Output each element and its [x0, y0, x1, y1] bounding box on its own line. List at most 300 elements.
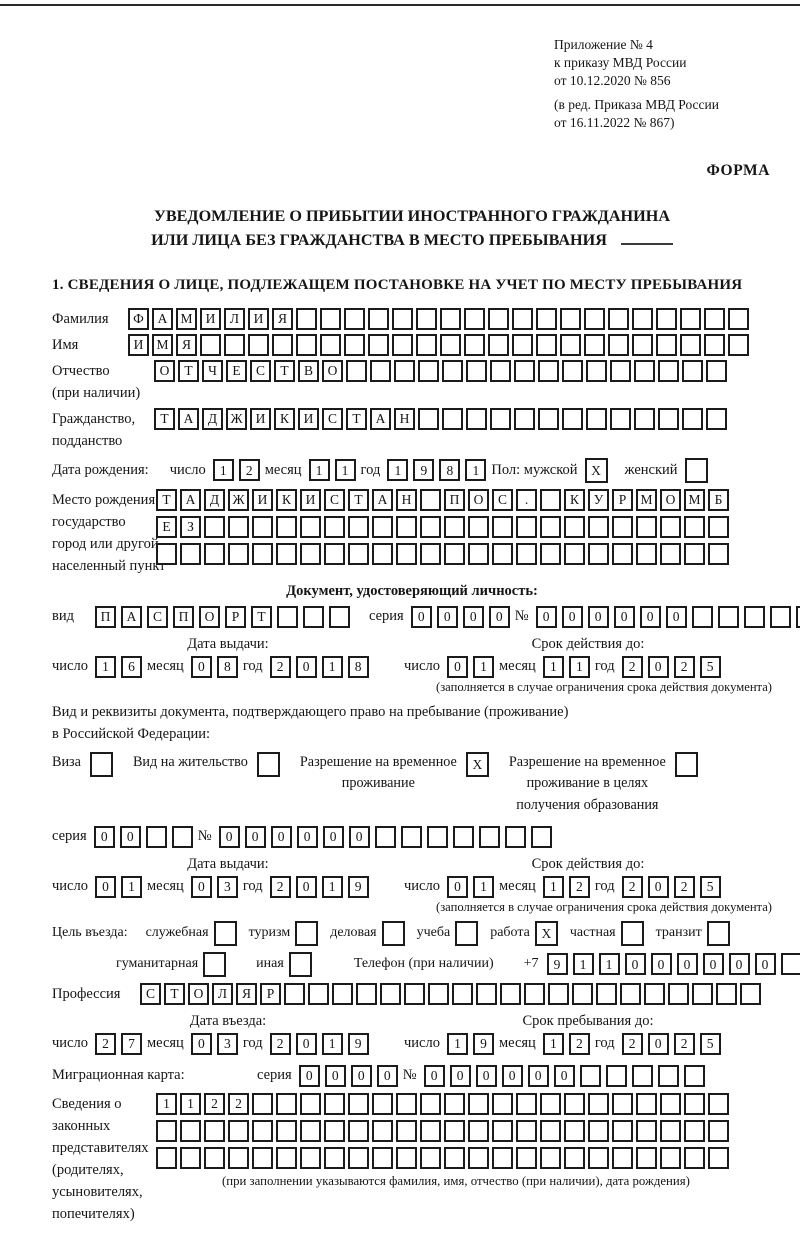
permit-number-cell — [453, 826, 474, 848]
representative-cell — [564, 1120, 585, 1142]
phone-cell: 0 — [729, 953, 750, 975]
profession-cell: Л — [212, 983, 233, 1005]
firstname-cell — [392, 334, 413, 356]
firstname-label: Имя — [52, 336, 79, 353]
surname-cell — [320, 308, 341, 330]
purpose-business: деловая — [330, 921, 407, 946]
representative-cell — [420, 1147, 441, 1169]
birthplace-cell: З — [180, 516, 201, 538]
official-checkbox-cell — [214, 921, 237, 946]
citizenship-cell — [682, 408, 703, 430]
representative-cell — [348, 1147, 369, 1169]
citizenship-label: Гражданство, подданство — [52, 410, 136, 449]
profession-cell — [356, 983, 377, 1005]
birthplace-cell — [204, 543, 225, 565]
birthplace-cell: М — [684, 489, 705, 511]
id-issue-day-cells — [95, 656, 147, 678]
birthplace-cell — [684, 516, 705, 538]
doc-type-cell: Т — [251, 606, 272, 628]
profession-cell: Р — [260, 983, 281, 1005]
birthplace-cell — [204, 516, 225, 538]
profession-cell — [308, 983, 329, 1005]
firstname-row — [52, 334, 772, 356]
profession-cell — [644, 983, 665, 1005]
migcard-number-label: № — [402, 1067, 417, 1084]
representative-cell — [156, 1147, 177, 1169]
profession-cells — [140, 983, 764, 1005]
entry-day-cell: 7 — [121, 1033, 142, 1055]
citizenship-cell: А — [370, 408, 391, 430]
citizenship-cell: С — [322, 408, 343, 430]
birthplace-cell — [708, 543, 729, 565]
birthplace-cell — [540, 489, 561, 511]
surname-cell — [440, 308, 461, 330]
work-checkbox-cell: X — [535, 921, 558, 946]
representative-cell — [444, 1093, 465, 1115]
tourism-checkbox-cell — [295, 921, 318, 946]
citizenship-cell — [538, 408, 559, 430]
purpose-label: Цель въезда: — [52, 925, 128, 941]
patronymic-cell — [418, 360, 439, 382]
revision-block — [554, 96, 772, 132]
representative-cell: 1 — [156, 1093, 177, 1115]
permit-series-label: серия — [52, 828, 87, 845]
stay-year-cell: 2 — [674, 1033, 695, 1055]
permit-series-row — [52, 826, 772, 848]
permit-issue-day-cell: 1 — [121, 876, 142, 898]
patronymic-cell — [586, 360, 607, 382]
citizenship-cell: Н — [394, 408, 415, 430]
representative-cell — [588, 1147, 609, 1169]
id-expiry-day-cell: 1 — [473, 656, 494, 678]
surname-cell — [728, 308, 749, 330]
doc-number-cell: 0 — [666, 606, 687, 628]
profession-label: Профессия — [52, 985, 121, 1002]
entry-month-cell: 0 — [191, 1033, 212, 1055]
representative-cell — [540, 1120, 561, 1142]
entry-year-cells — [270, 1033, 374, 1055]
permit-number-cell — [427, 826, 448, 848]
representative-cell — [300, 1147, 321, 1169]
representative-cell — [612, 1093, 633, 1115]
id-issue-year-cell: 2 — [270, 656, 291, 678]
representative-cell — [204, 1120, 225, 1142]
representative-cell — [468, 1093, 489, 1115]
representative-cell — [396, 1147, 417, 1169]
birthplace-row — [52, 489, 772, 577]
representative-cell: 1 — [180, 1093, 201, 1115]
doc-type-cell: С — [147, 606, 168, 628]
id-expiry-day-cells — [447, 656, 499, 678]
representative-cell — [420, 1093, 441, 1115]
representatives-cells-row1 — [156, 1093, 732, 1115]
citizenship-cell — [610, 408, 631, 430]
representative-cell — [684, 1093, 705, 1115]
profession-cell — [476, 983, 497, 1005]
permit-issue-year-cell: 9 — [348, 876, 369, 898]
firstname-cell — [728, 334, 749, 356]
doc-series-label: серия — [368, 608, 404, 625]
representative-cell — [612, 1120, 633, 1142]
birthplace-cell: К — [276, 489, 297, 511]
citizenship-cell: И — [250, 408, 271, 430]
permit-number-label: № — [197, 828, 212, 845]
surname-cells — [128, 308, 752, 330]
representative-cell — [708, 1093, 729, 1115]
citizenship-cell: Т — [346, 408, 367, 430]
humanitarian-checkbox — [203, 952, 229, 977]
migcard-number-cell: 0 — [502, 1065, 523, 1087]
birthplace-cell — [468, 543, 489, 565]
birthplace-cell: О — [660, 489, 681, 511]
surname-cell — [608, 308, 629, 330]
representatives-label: Сведения о законных представителях (родителях, усыновителях, попечителях) — [52, 1095, 149, 1222]
migcard-series-cell: 0 — [299, 1065, 320, 1087]
surname-cell — [488, 308, 509, 330]
birthplace-cell — [348, 543, 369, 565]
profession-cell: С — [140, 983, 161, 1005]
birthplace-cell — [540, 543, 561, 565]
stay-day-cell: 9 — [473, 1033, 494, 1055]
birthplace-cell — [564, 516, 585, 538]
birthplace-cell — [324, 516, 345, 538]
study-checkbox-cell — [455, 921, 478, 946]
representative-cell — [612, 1147, 633, 1169]
stay-year-cell: 2 — [622, 1033, 643, 1055]
permit-expiry-date: число 0 1 месяц 1 2 год 2 0 2 5 — [404, 876, 772, 898]
birthplace-cell: И — [300, 489, 321, 511]
phone-cell: 1 — [599, 953, 620, 975]
stay-day-cells — [447, 1033, 499, 1055]
permit-series-cell — [172, 826, 193, 848]
surname-cell — [560, 308, 581, 330]
patronymic-label: Отчество (при наличии) — [52, 362, 141, 401]
birthplace-cell — [708, 516, 729, 538]
entry-month-cell: 3 — [217, 1033, 238, 1055]
profession-cell: Я — [236, 983, 257, 1005]
representatives-note: (при заполнении указываются фамилия, имя, отчество (при наличии), дата рождения) — [222, 1173, 690, 1188]
birthplace-cell: А — [180, 489, 201, 511]
representative-cell — [492, 1120, 513, 1142]
birthplace-cell — [492, 516, 513, 538]
birthplace-cells-row1 — [156, 489, 732, 511]
purpose-row-1 — [52, 921, 772, 946]
migcard-series-label: серия — [257, 1067, 292, 1084]
patronymic-cell — [610, 360, 631, 382]
stay-month-cell: 1 — [543, 1033, 564, 1055]
firstname-cell — [536, 334, 557, 356]
section1-heading: 1. СВЕДЕНИЯ О ЛИЦЕ, ПОДЛЕЖАЩЕМ ПОСТАНОВКЕ НА УЧЕТ ПО МЕСТУ ПРЕБЫВАНИЯ — [52, 276, 743, 293]
birth-month-cells — [309, 459, 361, 481]
migcard-series-cell: 0 — [351, 1065, 372, 1087]
permit-expiry-month-cell: 2 — [569, 876, 590, 898]
representative-cell: 2 — [228, 1093, 249, 1115]
representatives-cells-block — [156, 1093, 732, 1189]
firstname-cells — [128, 334, 752, 356]
doc-series-cell: 0 — [489, 606, 510, 628]
profession-cell — [548, 983, 569, 1005]
representative-cell — [228, 1120, 249, 1142]
sex-female-checkbox — [685, 458, 711, 483]
entry-day-cell: 2 — [95, 1033, 116, 1055]
firstname-cell: Я — [176, 334, 197, 356]
birth-year-cells — [387, 459, 491, 481]
profession-row — [52, 983, 772, 1005]
birthplace-cell: С — [492, 489, 513, 511]
purpose-official: служебная — [146, 921, 240, 946]
doc-series-cell: 0 — [411, 606, 432, 628]
firstname-cell — [680, 334, 701, 356]
id-issue-year-cell: 8 — [348, 656, 369, 678]
permit-expiry-note: (заполняется в случае ограничения срока действия документа) — [436, 899, 772, 914]
citizenship-cell — [586, 408, 607, 430]
doc-type-cell: П — [173, 606, 194, 628]
profession-cell — [716, 983, 737, 1005]
id-expiry-month-cell: 1 — [543, 656, 564, 678]
permit-issue-year-cell: 0 — [296, 876, 317, 898]
surname-cell — [344, 308, 365, 330]
representative-cell — [228, 1147, 249, 1169]
header-appendix-block — [554, 36, 772, 132]
page-top-rule — [0, 4, 800, 6]
patronymic-cell — [562, 360, 583, 382]
purpose-work: работа X — [490, 921, 561, 946]
id-issue-date: число 1 6 месяц 0 8 год 2 0 1 8 — [52, 656, 404, 678]
profession-cell — [572, 983, 593, 1005]
representative-cell — [396, 1120, 417, 1142]
patronymic-cell — [394, 360, 415, 382]
other-checkbox-cell — [289, 952, 312, 977]
permit-expiry-year-cell: 5 — [700, 876, 721, 898]
doc-number-cell: 0 — [562, 606, 583, 628]
migcard-series-cell: 0 — [377, 1065, 398, 1087]
representative-cell — [396, 1093, 417, 1115]
doc-number-cell: 0 — [614, 606, 635, 628]
residence-checkbox-cell — [257, 752, 280, 777]
birthplace-cell: Б — [708, 489, 729, 511]
purpose-row-2 — [116, 952, 772, 977]
female-checkbox-cell — [685, 458, 708, 483]
patronymic-cell: Ч — [202, 360, 223, 382]
id-issue-head: Дата выдачи: — [187, 635, 269, 652]
citizenship-cell: Д — [202, 408, 223, 430]
representative-cell — [588, 1120, 609, 1142]
sex-female-label: женский — [624, 461, 678, 478]
permit-expiry-year-cell: 2 — [674, 876, 695, 898]
surname-cell — [536, 308, 557, 330]
phone-cell — [781, 953, 800, 975]
permit-expiry-month-cell: 1 — [543, 876, 564, 898]
patronymic-cell — [442, 360, 463, 382]
surname-cell — [392, 308, 413, 330]
migration-card-label: Миграционная карта: — [52, 1067, 185, 1084]
birthplace-cell: Р — [612, 489, 633, 511]
permit-issue-head: Дата выдачи: — [187, 855, 269, 872]
id-expiry-day-cell: 0 — [447, 656, 468, 678]
stay-until-col — [404, 1013, 772, 1055]
migcard-series-cell: 0 — [325, 1065, 346, 1087]
profession-cell — [284, 983, 305, 1005]
birthplace-cell — [156, 543, 177, 565]
phone-cell: 0 — [651, 953, 672, 975]
permit-series-cell — [146, 826, 167, 848]
doc-number-cell — [770, 606, 791, 628]
firstname-cell — [296, 334, 317, 356]
birthplace-cell — [684, 543, 705, 565]
surname-cell — [704, 308, 725, 330]
permit-issue-day-cells — [95, 876, 147, 898]
birth-day-cell: 1 — [213, 459, 234, 481]
permit-expiry-year-cells — [622, 876, 726, 898]
representative-cell — [180, 1147, 201, 1169]
doc-series-cell: 0 — [437, 606, 458, 628]
representatives-cells-row2 — [156, 1120, 732, 1142]
id-issue-month-cells — [191, 656, 243, 678]
profession-cell — [596, 983, 617, 1005]
patronymic-cell — [514, 360, 535, 382]
birthplace-cell: К — [564, 489, 585, 511]
surname-label: Фамилия — [52, 310, 109, 327]
profession-cell — [332, 983, 353, 1005]
birthplace-cells-row3 — [156, 543, 732, 565]
birth-year-cell: 8 — [439, 459, 460, 481]
birthplace-cell: М — [636, 489, 657, 511]
permit-option-education: Разрешение на временное проживание в целях получения образования — [509, 752, 701, 816]
birthplace-cell — [612, 543, 633, 565]
representative-cell — [204, 1147, 225, 1169]
title-line-1: УВЕДОМЛЕНИЕ О ПРИБЫТИИ ИНОСТРАННОГО ГРАЖДАНИНА — [153, 207, 671, 226]
firstname-cell — [632, 334, 653, 356]
permit-number-cell: 0 — [297, 826, 318, 848]
birthplace-cell — [660, 543, 681, 565]
permit-expiry-day-cell: 1 — [473, 876, 494, 898]
representative-cell — [540, 1093, 561, 1115]
business-checkbox-cell — [382, 921, 405, 946]
representative-cell — [276, 1120, 297, 1142]
permit-number-cell: 0 — [219, 826, 240, 848]
representative-cell — [564, 1093, 585, 1115]
firstname-cell — [344, 334, 365, 356]
patronymic-row — [52, 360, 772, 404]
representative-cell — [324, 1147, 345, 1169]
birthplace-cell — [636, 516, 657, 538]
representative-cell — [252, 1093, 273, 1115]
other-checkbox — [289, 952, 315, 977]
firstname-cell — [368, 334, 389, 356]
birthplace-cell: Т — [348, 489, 369, 511]
profession-cell — [452, 983, 473, 1005]
entry-year-cell: 0 — [296, 1033, 317, 1055]
firstname-cell — [272, 334, 293, 356]
firstname-cell — [512, 334, 533, 356]
birth-month-cell: 1 — [335, 459, 356, 481]
birthplace-cell: И — [252, 489, 273, 511]
representative-cell — [540, 1147, 561, 1169]
citizenship-cell — [706, 408, 727, 430]
appendix-line: от 10.12.2020 № 856 — [554, 72, 671, 88]
representative-cell — [444, 1147, 465, 1169]
permit-issue-month-cells — [191, 876, 243, 898]
phone-cell: 0 — [755, 953, 776, 975]
day-label: число — [169, 461, 206, 478]
doc-type-cell: О — [199, 606, 220, 628]
migcard-number-cell — [684, 1065, 705, 1087]
doc-type-cell — [303, 606, 324, 628]
birthplace-cell — [516, 543, 537, 565]
private-checkbox-cell — [621, 921, 644, 946]
permit-option-residence: Вид на жительство — [133, 752, 283, 777]
id-issue-year-cell: 0 — [296, 656, 317, 678]
work-checkbox — [535, 921, 561, 946]
representative-cell — [516, 1120, 537, 1142]
birth-day-cells — [213, 459, 265, 481]
birthplace-cell — [468, 516, 489, 538]
representative-cell — [300, 1120, 321, 1142]
birthplace-cell — [180, 543, 201, 565]
surname-cell — [464, 308, 485, 330]
migcard-number-cell: 0 — [554, 1065, 575, 1087]
permit-number-cell: 0 — [323, 826, 344, 848]
doc-type-cell: П — [95, 606, 116, 628]
representative-cell — [516, 1147, 537, 1169]
firstname-cell — [416, 334, 437, 356]
month-label: месяц — [264, 461, 302, 478]
form-word: ФОРМА — [706, 162, 770, 180]
birthplace-cell — [228, 516, 249, 538]
patronymic-cell: О — [154, 360, 175, 382]
id-issue-year-cells — [270, 656, 374, 678]
migcard-number-cell: 0 — [528, 1065, 549, 1087]
patronymic-cell — [538, 360, 559, 382]
surname-cell: И — [200, 308, 221, 330]
phone-cell: 1 — [573, 953, 594, 975]
birthplace-cell — [396, 543, 417, 565]
profession-cell — [740, 983, 761, 1005]
permit-issue-col — [52, 856, 404, 915]
entry-date-col — [52, 1013, 404, 1055]
id-issue-col — [52, 636, 404, 695]
birthplace-cell — [564, 543, 585, 565]
permit-expiry-day-cells — [447, 876, 499, 898]
representatives-row — [52, 1093, 772, 1225]
patronymic-cell — [346, 360, 367, 382]
firstname-cell — [464, 334, 485, 356]
representative-cell — [348, 1093, 369, 1115]
entry-year-cell: 1 — [322, 1033, 343, 1055]
id-expiry-year-cell: 5 — [700, 656, 721, 678]
doc-number-cell — [796, 606, 800, 628]
permit-issue-year-cell: 1 — [322, 876, 343, 898]
notification-title — [52, 204, 772, 253]
permit-option-temporary: Разрешение на временное проживание X — [300, 752, 492, 795]
purpose-transit: транзит — [656, 921, 733, 946]
representative-cell — [324, 1093, 345, 1115]
citizenship-cell: И — [298, 408, 319, 430]
birthplace-cell — [588, 516, 609, 538]
permit-expiry-head: Срок действия до: — [531, 855, 645, 872]
representative-cell — [468, 1120, 489, 1142]
permit-issue-date: число 0 1 месяц 0 3 год 2 0 1 9 — [52, 876, 404, 898]
id-expiry-year-cell: 2 — [622, 656, 643, 678]
firstname-cell — [200, 334, 221, 356]
birth-day-cell: 2 — [239, 459, 260, 481]
birth-month-cell: 1 — [309, 459, 330, 481]
birthplace-cell — [228, 543, 249, 565]
representative-cell — [276, 1147, 297, 1169]
firstname-cell — [488, 334, 509, 356]
doc-series-cell: 0 — [463, 606, 484, 628]
permit-options-row — [52, 752, 772, 816]
